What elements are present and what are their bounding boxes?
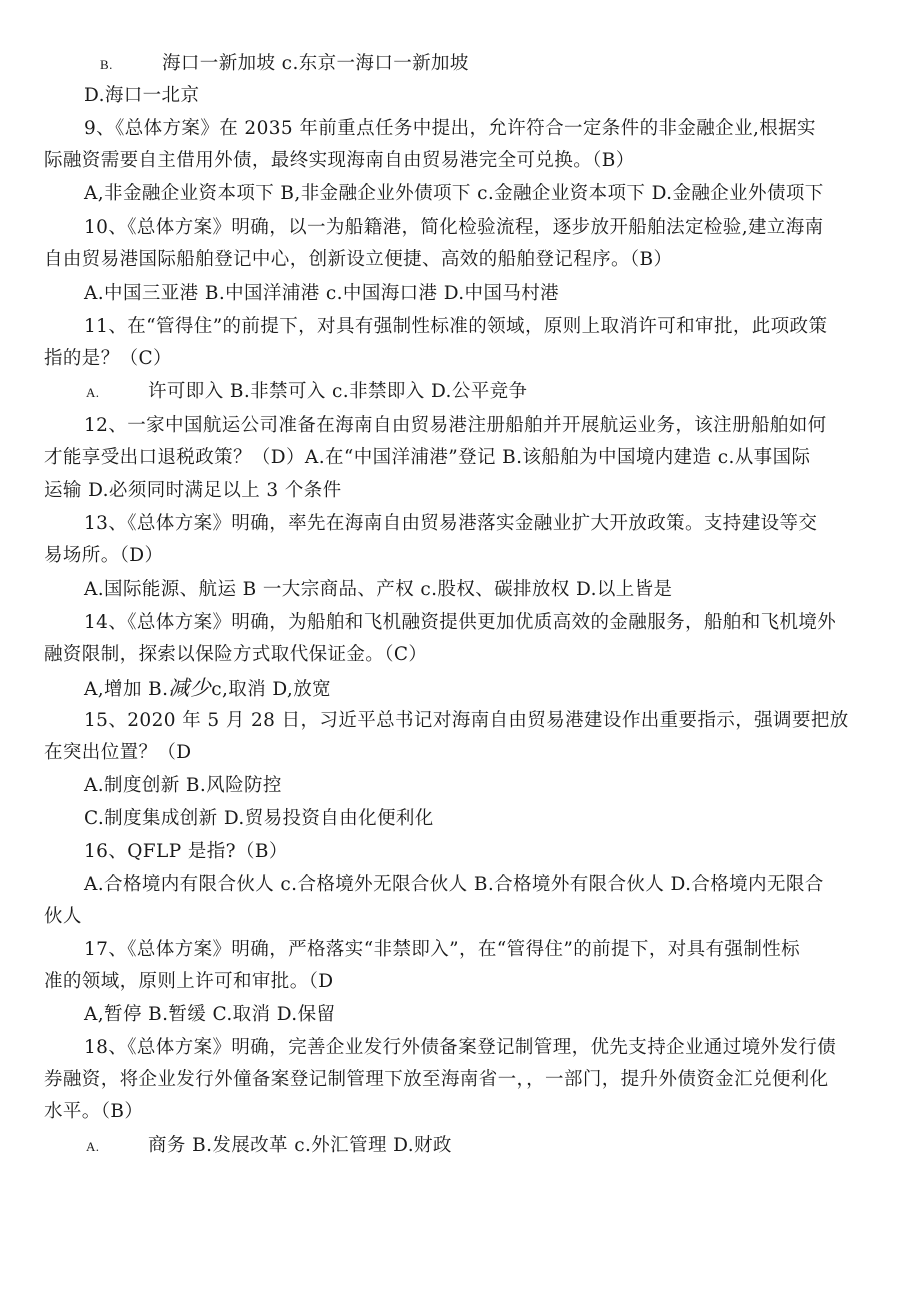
line-text: A,增加 B. [84, 679, 169, 700]
text-line: 易场所。（D） [44, 545, 164, 566]
answer-options: A.合格境内有限合伙人 c.合格境外无限合伙人 B.合格境外有限合伙人 D.合格境内无限合 [84, 874, 824, 895]
question-17: 17、《总体方案》明确，严格落实“非禁即入”，在“管得住”的前提下，对具有强制性标 [84, 939, 801, 960]
question-11: 11、在“管得住”的前提下，对具有强制性标准的领域，原则上取消许可和审批，此项政策 [84, 316, 828, 337]
text-line: 际融资需要自主借用外债，最终实现海南自由贸易港完全可兑换。（B） [44, 150, 635, 171]
answer-options [86, 1134, 452, 1159]
answer-options [84, 676, 331, 702]
question-13: 13、《总体方案》明确，率先在海南自由贸易港落实金融业扩大开放政策。支持建设等交 [84, 513, 818, 534]
question-12: 12、一家中国航运公司准备在海南自由贸易港注册船舶并开展航运业务，该注册船舶如何 [84, 415, 827, 436]
answer-options: A.国际能源、航运 B 一大宗商品、产权 c.股权、碳排放权 D.以上皆是 [84, 579, 673, 600]
line-text: c,取消 D,放宽 [211, 679, 331, 700]
answer-options: A,非金融企业资本项下 B,非金融企业外债项下 c.金融企业资本项下 D.金融企业外债项下 [84, 183, 824, 204]
handwritten-text: 减少 [168, 676, 212, 700]
text-line: 自由贸易港国际船舶登记中心，创新设立便捷、高效的船舶登记程序。（B） [44, 249, 673, 270]
question-18: 18、《总体方案》明确，完善企业发行外债备案登记制管理，优先支持企业通过境外发行债 [84, 1037, 837, 1058]
text-line: 准的领域，原则上许可和审批。（D [44, 971, 334, 992]
line-text: 许可即入 B.非禁可入 c.非禁即入 D.公平竞争 [148, 381, 528, 402]
text-line: 融资限制，探索以保险方式取代保证金。（C） [44, 644, 428, 665]
answer-options: A,暂停 B.暂缓 C.取消 D.保留 [84, 1004, 336, 1025]
text-line [100, 52, 469, 77]
answer-options: A.中国三亚港 B.中国洋浦港 c.中国海口港 D.中国马村港 [84, 283, 560, 304]
answer-options: A.制度创新 B.风险防控 [84, 775, 282, 796]
text-line: 指的是？（C） [44, 348, 172, 369]
answer-options: C.制度集成创新 D.贸易投资自由化便利化 [84, 808, 434, 829]
text-line: 伙人 [44, 906, 82, 927]
text-line: 在突出位置？（D [44, 742, 192, 763]
question-15: 15、2020 年 5 月 28 日，习近平总书记对海南自由贸易港建设作出重要指示，强调要把放 [84, 710, 849, 731]
question-16: 16、QFLP 是指?（B） [84, 841, 288, 862]
text-line: 水平。（B） [44, 1101, 144, 1122]
line-text: 商务 B.发展改革 c.外汇管理 D.财政 [148, 1135, 452, 1156]
question-10: 10、《总体方案》明确，以一为船籍港，简化检验流程，逐步放开船舶法定检验,建立海南 [84, 217, 824, 238]
text-line: 运输 D.必须同时满足以上 3 个条件 [44, 480, 342, 501]
option-label: A. [86, 385, 100, 400]
line-text: 海口一新加坡 c.东京一海口一新加坡 [162, 53, 469, 74]
answer-options [86, 380, 527, 405]
text-line: 才能享受出口退税政策？（D）A.在“中国洋浦港”登记 B.该船舶为中国境内建造 c.从事国际 [44, 447, 811, 468]
question-9: 9、《总体方案》在 2035 年前重点任务中提出，允许符合一定条件的非金融企业,根据实 [84, 118, 816, 139]
question-14: 14、《总体方案》明确，为船舶和飞机融资提供更加优质高效的金融服务，船舶和飞机境外 [84, 612, 837, 633]
text-line: 券融资，将企业发行外僮备案登记制管理下放至海南省一，，一部门，提升外债资金汇兑便利化 [44, 1069, 829, 1090]
option-label: B. [100, 57, 113, 72]
text-line: D.海口一北京 [84, 85, 200, 106]
option-label: A. [86, 1139, 100, 1154]
